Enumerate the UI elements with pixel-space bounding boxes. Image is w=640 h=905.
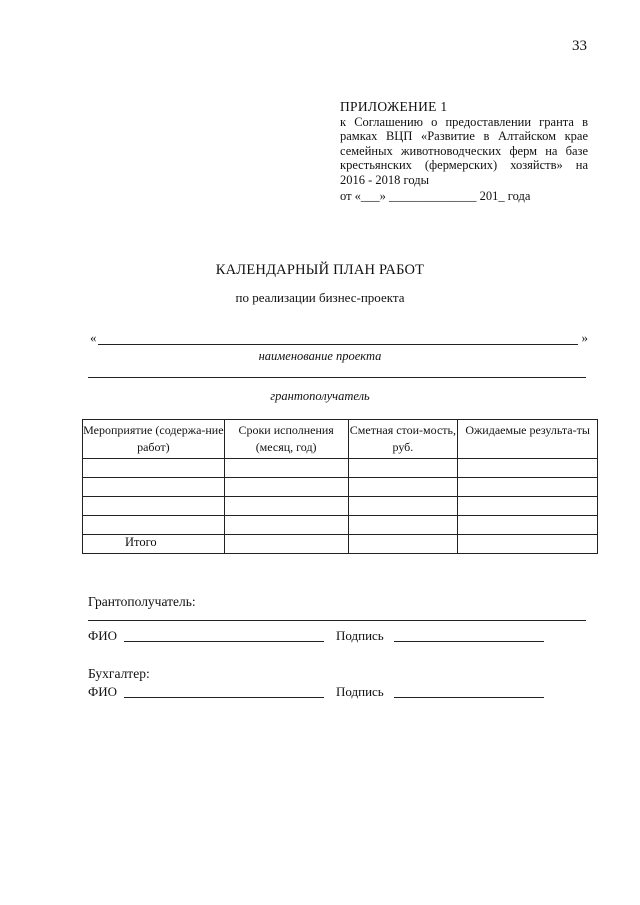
page-number: 33 bbox=[572, 38, 587, 54]
appendix-heading: ПРИЛОЖЕНИЕ 1 bbox=[340, 99, 448, 114]
appendix-line: рамках ВЦП «Развитие в Алтайском крае bbox=[340, 129, 588, 143]
document-title: КАЛЕНДАРНЫЙ ПЛАН РАБОТ bbox=[215, 262, 425, 278]
appendix-line: крестьянских (фермерских) хозяйств» на bbox=[340, 158, 588, 172]
table-cell[interactable] bbox=[458, 459, 598, 478]
table-cell[interactable] bbox=[348, 478, 458, 497]
table-cell[interactable] bbox=[348, 459, 458, 478]
column-header: Ожидаемые результа-ты bbox=[458, 420, 598, 459]
table-row bbox=[83, 516, 598, 535]
table-cell[interactable] bbox=[348, 535, 458, 554]
table-cell[interactable] bbox=[458, 516, 598, 535]
fio-label: ФИО bbox=[88, 628, 118, 643]
grantee-name-field[interactable] bbox=[88, 377, 586, 378]
appendix-block bbox=[340, 100, 588, 204]
table-row bbox=[83, 497, 598, 516]
table-cell[interactable] bbox=[348, 497, 458, 516]
table-cell[interactable] bbox=[348, 516, 458, 535]
agreement-date-line: от «___» ______________ 201_ года bbox=[340, 189, 531, 203]
appendix-line: 2016 - 2018 годы bbox=[340, 172, 430, 187]
table-header-row bbox=[83, 420, 598, 459]
grantee-caption: грантополучатель bbox=[270, 389, 370, 403]
table-row bbox=[83, 459, 598, 478]
document-subtitle: по реализации бизнес-проекта bbox=[235, 290, 405, 305]
signature-field[interactable] bbox=[394, 697, 544, 698]
table-cell[interactable] bbox=[224, 497, 348, 516]
total-label: Итого bbox=[83, 535, 225, 554]
project-name-field[interactable] bbox=[90, 330, 588, 346]
table-cell[interactable] bbox=[224, 459, 348, 478]
work-plan-table bbox=[82, 419, 598, 554]
accountant-signature-row bbox=[88, 684, 588, 702]
grantee-signature-label: Грантополучатель: bbox=[88, 594, 196, 609]
column-header: Мероприятие (содержа-ние работ) bbox=[83, 420, 225, 459]
column-header: Сметная стои-мость, руб. bbox=[348, 420, 458, 459]
table-cell[interactable] bbox=[83, 478, 225, 497]
table-cell[interactable] bbox=[224, 516, 348, 535]
fio-field[interactable] bbox=[124, 641, 324, 642]
table-cell[interactable] bbox=[224, 535, 348, 554]
table-cell[interactable] bbox=[458, 478, 598, 497]
grantee-signature-rule[interactable] bbox=[88, 620, 586, 621]
signature-field[interactable] bbox=[394, 641, 544, 642]
grantee-signature-row bbox=[88, 628, 588, 646]
table-cell[interactable] bbox=[458, 535, 598, 554]
accountant-signature-label: Бухгалтер: bbox=[88, 666, 150, 681]
table-cell[interactable] bbox=[83, 497, 225, 516]
project-name-rule bbox=[98, 344, 578, 345]
fio-label: ФИО bbox=[88, 684, 118, 699]
appendix-line: к Соглашению о предоставлении гранта в bbox=[340, 114, 588, 129]
table-cell[interactable] bbox=[458, 497, 598, 516]
signature-label: Подпись bbox=[336, 628, 384, 643]
open-quote: « bbox=[90, 330, 97, 345]
table-row bbox=[83, 478, 598, 497]
close-quote: » bbox=[581, 330, 588, 345]
fio-field[interactable] bbox=[124, 697, 324, 698]
table-cell[interactable] bbox=[224, 478, 348, 497]
total-row bbox=[83, 535, 598, 554]
project-name-caption: наименование проекта bbox=[258, 349, 382, 363]
table-cell[interactable] bbox=[83, 516, 225, 535]
table-cell[interactable] bbox=[83, 459, 225, 478]
column-header: Сроки исполнения (месяц, год) bbox=[224, 420, 348, 459]
appendix-line: семейных животноводческих ферм на базе bbox=[340, 143, 588, 158]
signature-label: Подпись bbox=[336, 684, 384, 699]
